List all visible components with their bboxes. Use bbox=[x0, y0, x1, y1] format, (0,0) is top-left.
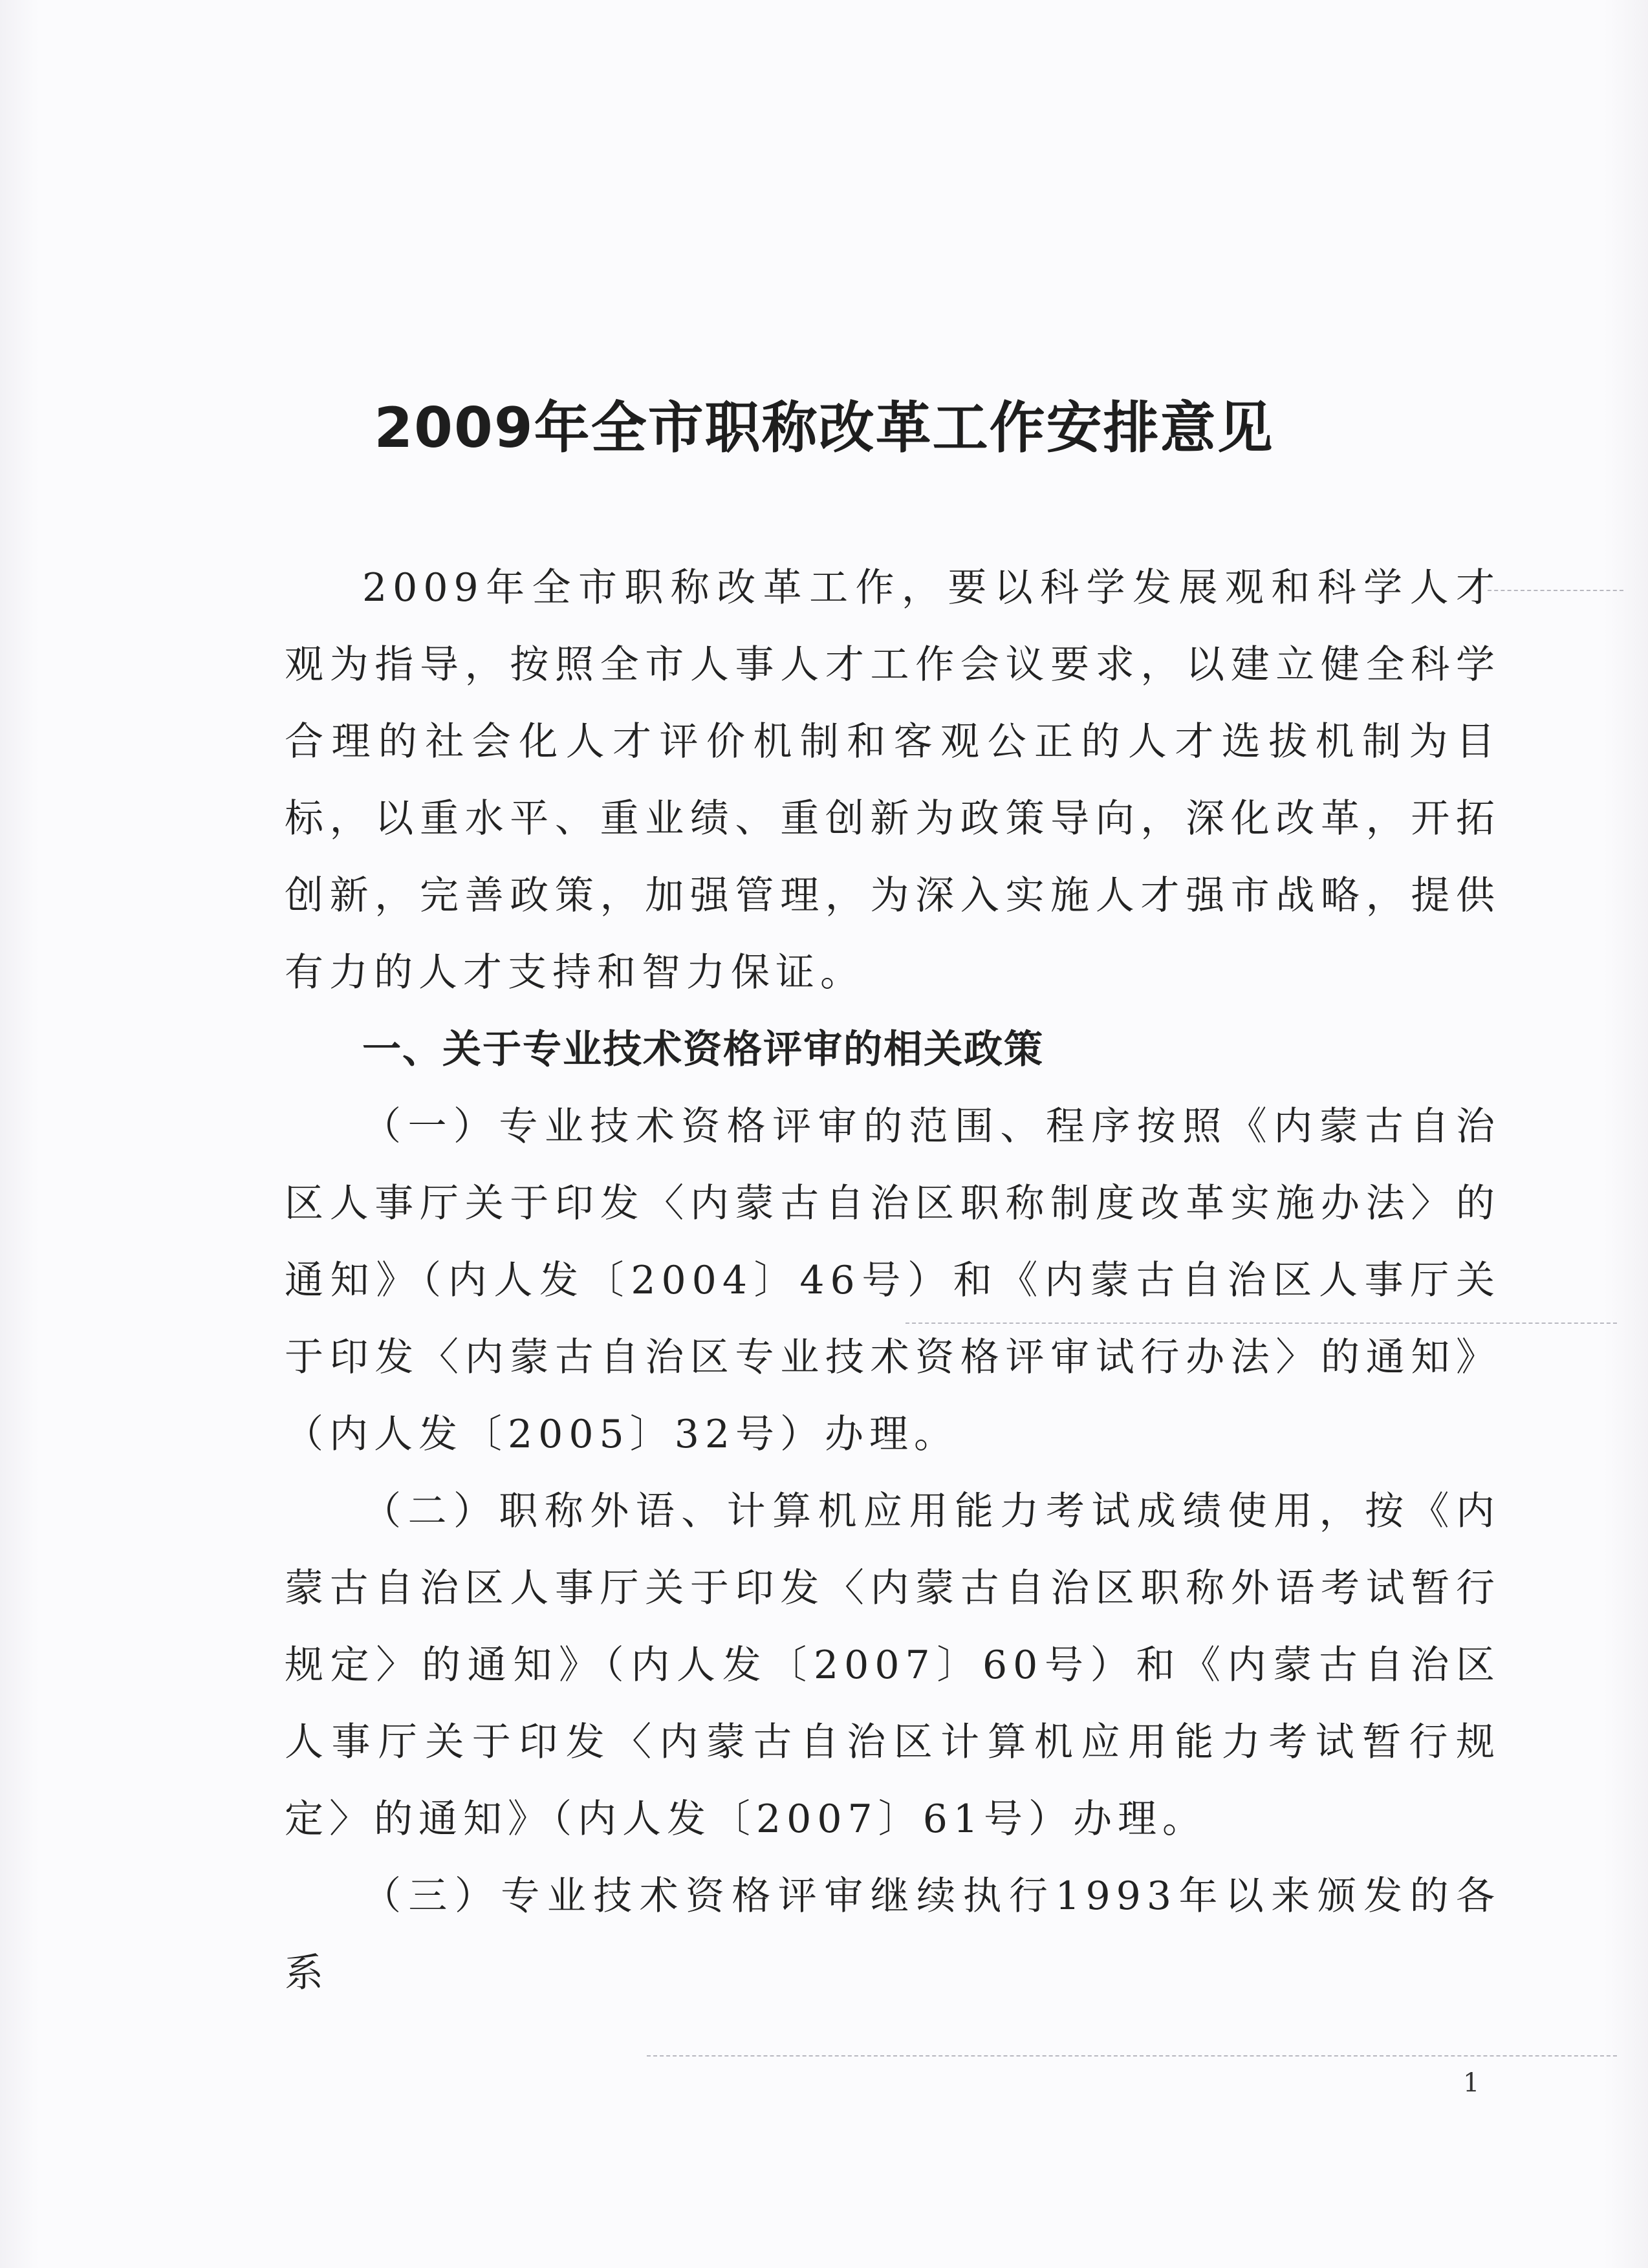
page-number: 1 bbox=[1463, 2068, 1480, 2098]
paragraph-item-3: （三）专业技术资格评审继续执行1993年以来颁发的各系 bbox=[285, 1874, 1501, 1996]
scan-artifact-line bbox=[647, 2055, 1617, 2057]
section-heading-1: 一、关于专业技术资格评审的相关政策 bbox=[362, 1027, 1044, 1072]
paragraph-item-2: （二）职称外语、计算机应用能力考试成绩使用，按《内蒙古自治区人事厅关于印发〈内蒙古自治区职称外语考试暂行规定〉的通知》（内人发〔2007〕60号）和《内蒙古自治区人事厅关于印发〈内蒙古自治区计算机应用能力考试暂行规定〉的通知》（内人发〔2007〕61号）办理。 bbox=[285, 1489, 1501, 1842]
paragraph-item-1: （一）专业技术资格评审的范围、程序按照《内蒙古自治区人事厅关于印发〈内蒙古自治区职称制度改革实施办法〉的通知》（内人发〔2004〕46号）和《内蒙古自治区人事厅关于印发〈内蒙古自治区专业技术资格评审试行办法〉的通知》（内人发〔2005〕32号）办理。 bbox=[285, 1104, 1501, 1457]
scan-artifact-line bbox=[905, 1323, 1617, 1324]
document-title: 2009年全市职称改革工作安排意见 bbox=[374, 396, 1274, 460]
scan-artifact-line bbox=[1488, 590, 1623, 591]
document-body bbox=[285, 550, 1501, 2012]
paragraph-intro: 2009年全市职称改革工作，要以科学发展观和科学人才观为指导，按照全市人事人才工作会议要求，以建立健全科学合理的社会化人才评价机制和客观公正的人才选拔机制为目标，以重水平、重业绩、重创新为政策导向，深化改革，开拓创新，完善政策，加强管理，为深入实施人才强市战略，提供有力的人才支持和智力保证。 bbox=[285, 565, 1501, 995]
